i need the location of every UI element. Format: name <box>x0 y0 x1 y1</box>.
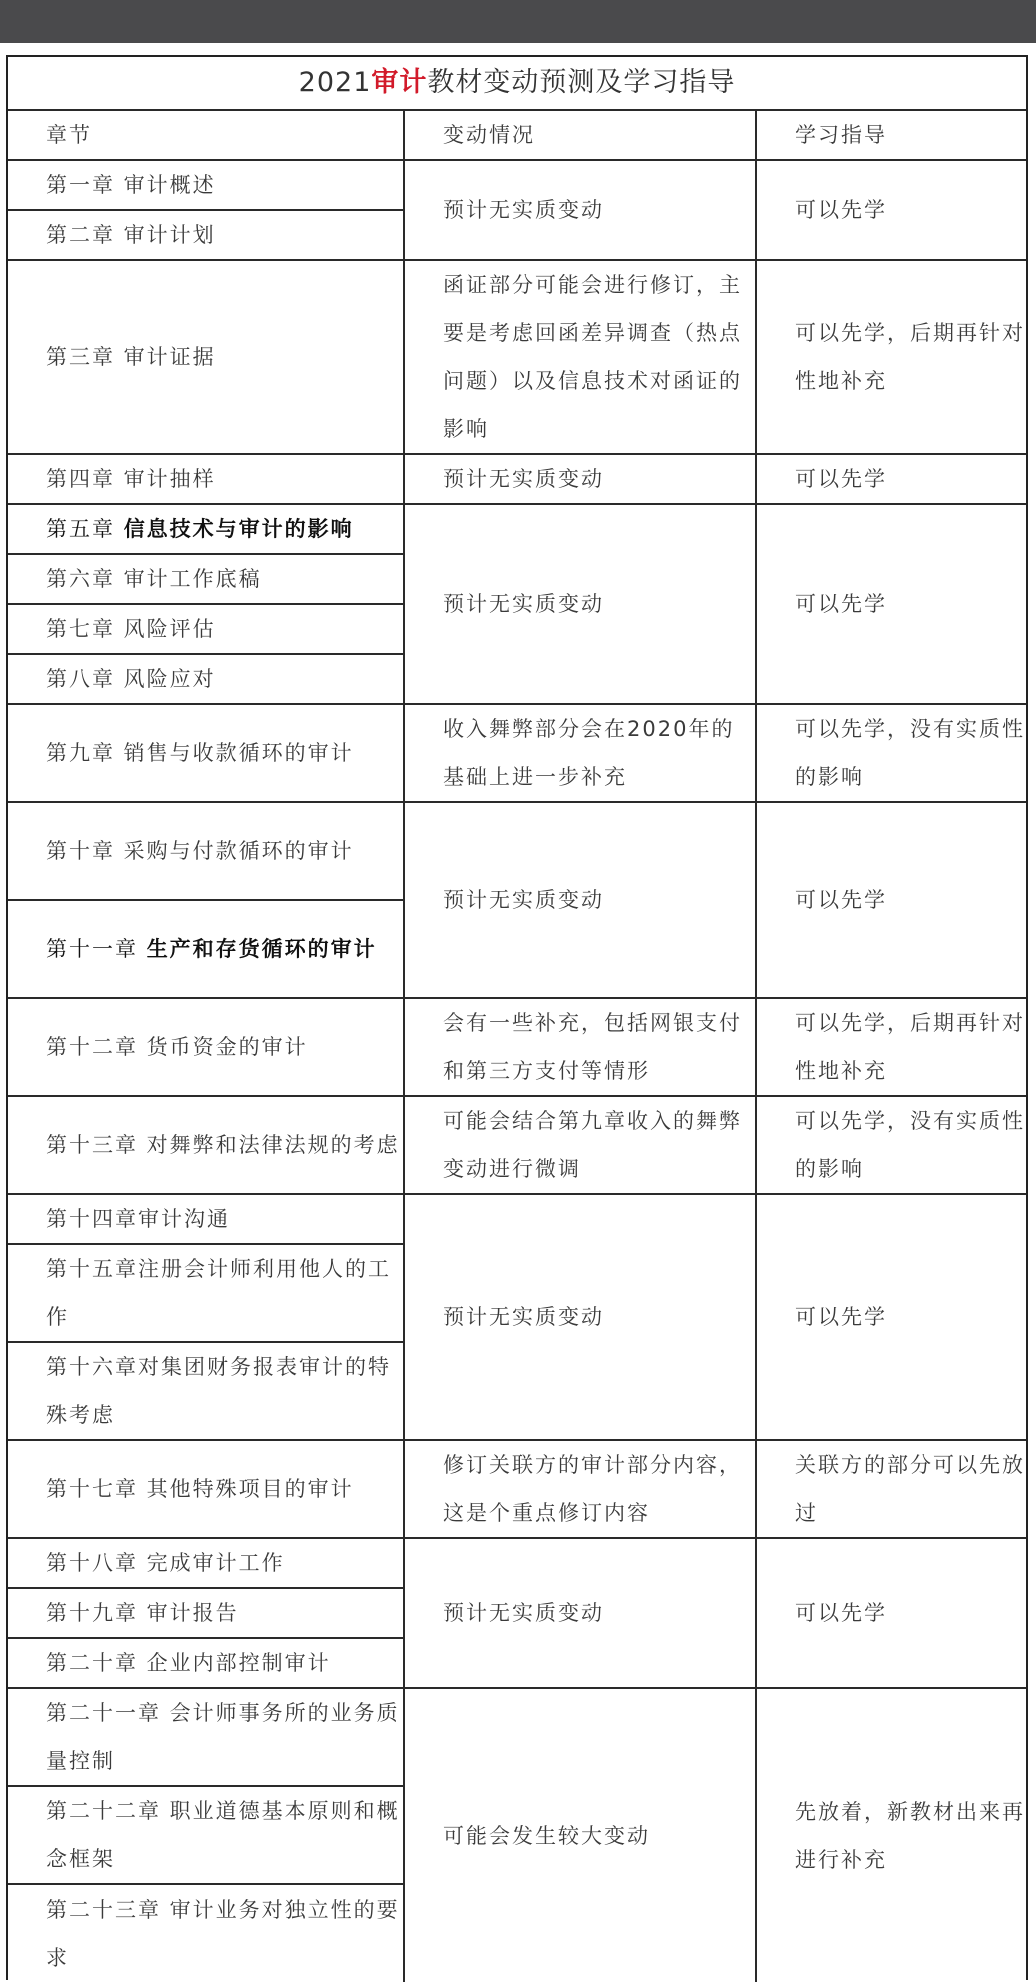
change-cell: 预计无实质变动 <box>404 802 756 998</box>
chapter-cell: 第六章 审计工作底稿 <box>8 554 404 604</box>
title-rest: 教材变动预测及学习指导 <box>427 67 736 98</box>
guide-cell: 可以先学，没有实质性的影响 <box>756 704 1026 802</box>
guide-cell: 可以先学 <box>756 802 1026 998</box>
guide-cell: 关联方的部分可以先放过 <box>756 1440 1026 1538</box>
table-row <box>8 1194 1026 1244</box>
chapter-cell: 第二十二章 职业道德基本原则和概念框架 <box>8 1786 404 1884</box>
guide-cell: 可以先学 <box>756 1194 1026 1440</box>
chapter-cell: 第十五章注册会计师利用他人的工作 <box>8 1244 404 1342</box>
change-cell: 函证部分可能会进行修订，主要是考虑回函差异调查（热点问题）以及信息技术对函证的影响 <box>404 260 756 454</box>
chapter-cell: 第十四章审计沟通 <box>8 1194 404 1244</box>
table-row <box>8 1688 1026 1786</box>
chapter-cell: 第十三章 对舞弊和法律法规的考虑 <box>8 1096 404 1194</box>
guide-cell: 先放着，新教材出来再进行补充 <box>756 1688 1026 1982</box>
chapter-cell: 第四章 审计抽样 <box>8 454 404 504</box>
table-row <box>8 802 1026 900</box>
chapter-cell: 第二十三章 审计业务对独立性的要求 <box>8 1884 404 1982</box>
chapter-cell: 第九章 销售与收款循环的审计 <box>8 704 404 802</box>
title-year: 2021 <box>298 67 372 98</box>
title-highlight: 审计 <box>371 67 428 98</box>
guide-cell: 可以先学 <box>756 504 1026 704</box>
guide-cell: 可以先学 <box>756 160 1026 260</box>
table-row <box>8 260 1026 454</box>
chapter-cell: 第十九章 审计报告 <box>8 1588 404 1638</box>
chapter-cell: 第二十一章 会计师事务所的业务质量控制 <box>8 1688 404 1786</box>
header-guide: 学习指导 <box>756 110 1026 160</box>
chapter-cell: 第七章 风险评估 <box>8 604 404 654</box>
header-row <box>8 110 1026 160</box>
guide-cell: 可以先学 <box>756 454 1026 504</box>
guide-cell: 可以先学，没有实质性的影响 <box>756 1096 1026 1194</box>
chapter-cell: 第一章 审计概述 <box>8 160 404 210</box>
chapter-cell: 第十七章 其他特殊项目的审计 <box>8 1440 404 1538</box>
guide-cell: 可以先学，后期再针对性地补充 <box>756 998 1026 1096</box>
change-cell: 预计无实质变动 <box>404 1538 756 1688</box>
chapter-bold-title: 信息技术与审计的影响 <box>123 517 354 541</box>
top-bar <box>0 0 1036 43</box>
table-row <box>8 1096 1026 1194</box>
guide-cell: 可以先学 <box>756 1538 1026 1688</box>
change-cell: 预计无实质变动 <box>404 504 756 704</box>
table-row <box>8 454 1026 504</box>
chapter-cell: 第十六章对集团财务报表审计的特殊考虑 <box>8 1342 404 1440</box>
change-cell: 可能会结合第九章收入的舞弊变动进行微调 <box>404 1096 756 1194</box>
change-cell: 预计无实质变动 <box>404 160 756 260</box>
change-cell: 收入舞弊部分会在2020年的基础上进一步补充 <box>404 704 756 802</box>
chapter-prefix: 第五章 <box>46 517 124 541</box>
chapter-cell: 第二十章 企业内部控制审计 <box>8 1638 404 1688</box>
chapter-cell: 第十章 采购与付款循环的审计 <box>8 802 404 900</box>
table-row <box>8 1538 1026 1588</box>
change-cell: 预计无实质变动 <box>404 1194 756 1440</box>
chapter-cell: 第十二章 货币资金的审计 <box>8 998 404 1096</box>
chapter-bold-title: 生产和存货循环的审计 <box>146 937 377 961</box>
header-chapter: 章节 <box>8 110 404 160</box>
guide-cell: 可以先学，后期再针对性地补充 <box>756 260 1026 454</box>
table-row <box>8 998 1026 1096</box>
chapter-cell: 第二章 审计计划 <box>8 210 404 260</box>
chapter-cell: 第八章 风险应对 <box>8 654 404 704</box>
table-row <box>8 704 1026 802</box>
title-row <box>8 57 1026 110</box>
chapter-cell <box>8 504 404 554</box>
header-change: 变动情况 <box>404 110 756 160</box>
chapter-cell: 第十八章 完成审计工作 <box>8 1538 404 1588</box>
document-sheet <box>6 55 1028 1980</box>
chapter-cell: 第三章 审计证据 <box>8 260 404 454</box>
table-title <box>8 57 1026 110</box>
chapter-prefix: 第十一章 <box>46 937 147 961</box>
change-cell: 会有一些补充，包括网银支付和第三方支付等情形 <box>404 998 756 1096</box>
table-row <box>8 504 1026 554</box>
table-row <box>8 160 1026 210</box>
change-cell: 修订关联方的审计部分内容，这是个重点修订内容 <box>404 1440 756 1538</box>
textbook-change-table <box>8 57 1026 1982</box>
change-cell: 预计无实质变动 <box>404 454 756 504</box>
change-cell: 可能会发生较大变动 <box>404 1688 756 1982</box>
table-row <box>8 1440 1026 1538</box>
chapter-cell <box>8 900 404 998</box>
